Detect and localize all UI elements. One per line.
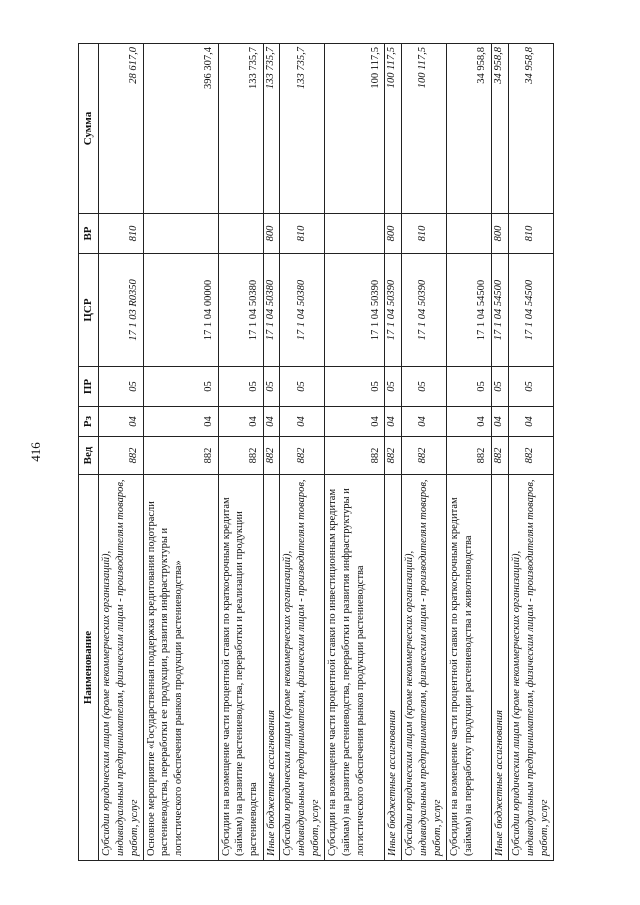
row-rz: 04: [492, 407, 509, 437]
row-pr: 05: [402, 367, 447, 407]
row-vr: 810: [280, 214, 325, 254]
table-row: [325, 44, 385, 861]
row-csr: 17 1 03 R0350: [99, 254, 144, 367]
table-row: [402, 44, 447, 861]
row-pr: 05: [218, 367, 263, 407]
table-row: [509, 44, 554, 861]
row-rz: 04: [325, 407, 385, 437]
row-pr: 05: [447, 367, 492, 407]
row-rz: 04: [447, 407, 492, 437]
row-pr: 05: [325, 367, 385, 407]
header-pr: ПР: [79, 367, 99, 407]
row-csr: 17 1 04 54500: [492, 254, 509, 367]
row-csr: 17 1 04 50390: [402, 254, 447, 367]
row-name: Иные бюджетные ассигнования: [385, 475, 402, 861]
row-name: Субсидии на возмещение части процентной ставки по краткосрочным кредитам (займам) на переработку продукции растениеводства и животноводства: [447, 475, 492, 861]
row-sum: 100 117,5: [325, 44, 385, 214]
row-vr: 800: [263, 214, 280, 254]
row-ved: 882: [402, 437, 447, 475]
budget-table: [78, 43, 554, 861]
table-row: [492, 44, 509, 861]
row-pr: 05: [509, 367, 554, 407]
row-csr: 17 1 04 54500: [447, 254, 492, 367]
row-vr: 800: [385, 214, 402, 254]
row-vr: 810: [402, 214, 447, 254]
row-csr: 17 1 04 50390: [385, 254, 402, 367]
row-sum: 133 735,7: [280, 44, 325, 214]
row-rz: 04: [385, 407, 402, 437]
row-name: Субсидии юридическим лицам (кроме некоммерческих организаций), индивидуальным предпринимателям, физическим лицам - производителям товаров, работ, услуг: [509, 475, 554, 861]
row-sum: 133 735,7: [263, 44, 280, 214]
table-row: [99, 44, 144, 861]
row-rz: 04: [218, 407, 263, 437]
row-ved: 882: [143, 437, 218, 475]
row-ved: 882: [509, 437, 554, 475]
row-sum: 34 958,8: [509, 44, 554, 214]
table-row: [263, 44, 280, 861]
table-header-row: [79, 44, 99, 861]
row-ved: 882: [218, 437, 263, 475]
row-sum: 100 117,5: [385, 44, 402, 214]
row-sum: 100 117,5: [402, 44, 447, 214]
table-row: [143, 44, 218, 861]
row-vr: [447, 214, 492, 254]
table-row: [218, 44, 263, 861]
row-pr: 05: [492, 367, 509, 407]
row-pr: 05: [99, 367, 144, 407]
row-rz: 04: [402, 407, 447, 437]
table-row: [385, 44, 402, 861]
row-sum: 396 307,4: [143, 44, 218, 214]
row-name: Иные бюджетные ассигнования: [492, 475, 509, 861]
row-name: Иные бюджетные ассигнования: [263, 475, 280, 861]
header-csr: ЦСР: [79, 254, 99, 367]
row-sum: 133 735,7: [218, 44, 263, 214]
row-name: Субсидии юридическим лицам (кроме некоммерческих организаций), индивидуальным предпринимателям, физическим лицам - производителям товаров, работ, услуг: [280, 475, 325, 861]
row-ved: 882: [263, 437, 280, 475]
row-rz: 04: [143, 407, 218, 437]
header-sum: Сумма: [79, 44, 99, 214]
budget-table-container: [78, 44, 550, 861]
header-rz: Рз: [79, 407, 99, 437]
row-csr: 17 1 04 54500: [509, 254, 554, 367]
row-pr: 05: [385, 367, 402, 407]
row-ved: 882: [280, 437, 325, 475]
row-pr: 05: [263, 367, 280, 407]
table-row: [447, 44, 492, 861]
row-name: Субсидии юридическим лицам (кроме некоммерческих организаций), индивидуальным предпринимателям, физическим лицам - производителям товаров, работ, услуг: [99, 475, 144, 861]
row-name: Субсидии на возмещение части процентной ставки по краткосрочным кредитам (займам) на развитие растениеводства, переработки и реализации продукции растениеводства: [218, 475, 263, 861]
row-csr: 17 1 04 00000: [143, 254, 218, 367]
row-ved: 882: [492, 437, 509, 475]
row-ved: 882: [447, 437, 492, 475]
header-ved: Вед: [79, 437, 99, 475]
row-rz: 04: [509, 407, 554, 437]
row-ved: 882: [385, 437, 402, 475]
row-csr: 17 1 04 50390: [325, 254, 385, 367]
table-row: [280, 44, 325, 861]
row-pr: 05: [143, 367, 218, 407]
row-csr: 17 1 04 50380: [280, 254, 325, 367]
row-ved: 882: [325, 437, 385, 475]
row-vr: [143, 214, 218, 254]
row-ved: 882: [99, 437, 144, 475]
row-sum: 28 617,0: [99, 44, 144, 214]
row-name: Основное мероприятие «Государственная поддержка кредитования подотрасли растениеводства, переработки ее продукции, развития инфраструктуры и логистического обеспечения рынков продукции растениеводства»: [143, 475, 218, 861]
row-vr: [218, 214, 263, 254]
row-name: Субсидии юридическим лицам (кроме некоммерческих организаций), индивидуальным предпринимателям, физическим лицам - производителям товаров, работ, услуг: [402, 475, 447, 861]
header-vr: ВР: [79, 214, 99, 254]
row-csr: 17 1 04 50380: [218, 254, 263, 367]
page-number: 416: [28, 442, 43, 462]
row-sum: 34 958,8: [447, 44, 492, 214]
row-rz: 04: [263, 407, 280, 437]
row-vr: 800: [492, 214, 509, 254]
row-rz: 04: [280, 407, 325, 437]
row-vr: 810: [509, 214, 554, 254]
row-csr: 17 1 04 50380: [263, 254, 280, 367]
row-vr: [325, 214, 385, 254]
row-rz: 04: [99, 407, 144, 437]
header-name: Наименование: [79, 475, 99, 861]
row-pr: 05: [280, 367, 325, 407]
row-sum: 34 958,8: [492, 44, 509, 214]
row-name: Субсидии на возмещение части процентной ставки по инвестиционным кредитам (займам) на развитие растениеводства, переработки и развития инфраструктуры и логистического обеспечения рынков продукции растениеводства: [325, 475, 385, 861]
row-vr: 810: [99, 214, 144, 254]
